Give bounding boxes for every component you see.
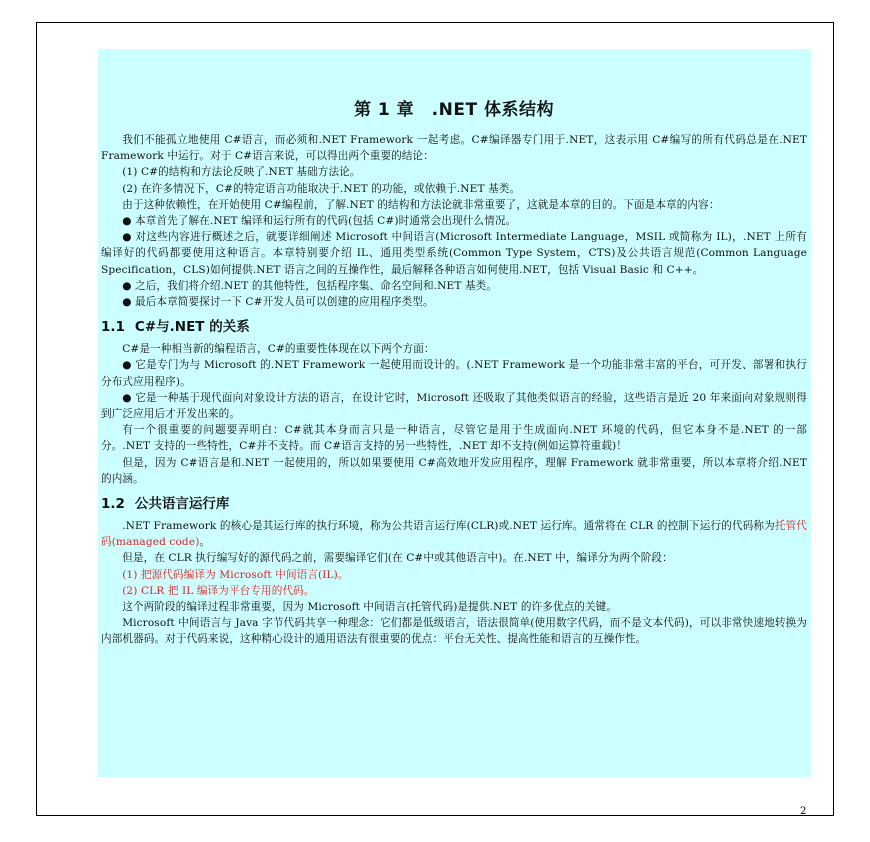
section-number: 1.1 (101, 319, 125, 336)
body-paragraph: Microsoft 中间语言与 Java 字节代码共享一种理念：它们都是低级语言，语法很简单(使用数字代码，而不是文本代码)，可以非常快速地转换为内部机器码。对于代码来说，这种精心设计的通用语法有很重要的优点：平台无关性、提高性能和语言的互操作性。 (101, 617, 807, 646)
highlighted-term: 托管代码(managed code) (101, 520, 807, 549)
section-heading (101, 315, 807, 335)
intro-paragraph: (1) C#的结构和方法论反映了.NET 基础方法论。 (122, 166, 361, 179)
section-title: C#与.NET 的关系 (134, 319, 250, 336)
highlighted-content (98, 49, 811, 777)
section-title: 公共语言运行库 (134, 496, 230, 513)
section-number: 1.2 (101, 496, 125, 513)
bullet-item: ● 之后，我们将介绍.NET 的其他特性，包括程序集、命名空间和.NET 基类。 (122, 279, 498, 292)
intro-paragraph: (2) 在许多情况下，C#的特定语言功能取决于.NET 的功能，或依赖于.NET 基类。 (122, 182, 521, 195)
section-heading (101, 492, 807, 512)
intro-paragraph: 我们不能孤立地使用 C#语言，而必须和.NET Framework 一起考虑。C#编译器专门用于.NET，这表示用 C#编写的所有代码总是在.NET Framework 中运行。对于 C#语言来说，可以得出两个重要的结论： (101, 134, 807, 163)
bullet-item: ● 它是一种基于现代面向对象设计方法的语言，在设计它时，Microsoft 还吸取了其他类似语言的经验，这些语言是近 20 年来面向对象规则得到广泛应用后才开发出来的。 (101, 391, 807, 421)
body-paragraph: C#是一种相当新的编程语言，C#的重要性体现在以下两个方面： (122, 343, 435, 356)
body-paragraph: 这个两阶段的编译过程非常重要，因为 Microsoft 中间语言(托管代码)是提供.NET 的许多优点的关键。 (122, 601, 618, 614)
text-run: .NET Framework 的核心是其运行库的执行环境，称为公共语言运行库(CLR)或.NET 运行库。通常将在 CLR 的控制下运行的代码称为 (122, 520, 775, 533)
intro-paragraph: 由于这种依赖性，在开始使用 C#编程前，了解.NET 的结构和方法论就非常重要了，这就是本章的目的。下面是本章的内容： (122, 198, 720, 211)
body-paragraph (101, 518, 807, 550)
chapter-title: 第 1 章 .NET 体系结构 (354, 100, 554, 120)
list-item-red: (2) CLR 把 IL 编译为平台专用的代码。 (122, 584, 315, 597)
list-item-red: (1) 把源代码编译为 Microsoft 中间语言(IL)。 (122, 568, 349, 581)
document-page (36, 22, 834, 816)
bullet-item: ● 它是专门为与 Microsoft 的.NET Framework 一起使用而设计的。(.NET Framework 是一个功能非常丰富的平台，可开发、部署和执行分布式应用程序)。 (101, 359, 807, 388)
body-paragraph: 但是，因为 C#语言是和.NET 一起使用的，所以如果要使用 C#高效地开发应用程序，理解 Framework 就非常重要，所以本章将介绍.NET 的内涵。 (101, 456, 807, 485)
page-number: 2 (800, 806, 807, 817)
bullet-item: ● 最后本章简要探讨一下 C#开发人员可以创建的应用程序类型。 (122, 296, 434, 309)
bullet-item: ● 本章首先了解在.NET 编译和运行所有的代码(包括 C#)时通常会出现什么情况。 (122, 215, 517, 228)
body-paragraph: 有一个很重要的问题要弄明白：C#就其本身而言只是一种语言，尽管它是用于生成面向.NET 环境的代码，但它本身不是.NET 的一部分。.NET 支持的一些特性，C#并不支持。而 C#语言支持的另一些特性，.NET 却不支持(例如运算符重载)！ (101, 424, 807, 453)
text-run: 。 (199, 536, 211, 549)
bullet-item: ● 对这些内容进行概述之后，就要详细阐述 Microsoft 中间语言(Microsoft Intermediate Language，MSIL 或简称为 IL)，.NET 上所有编译好的代码都要使用这种语言。本章特别要介绍 IL、通用类型系统(Common Type System，CTS)及公共语言规范(Common Language Specification，CLS)如何提供.NET 语言之间的互操作性，最后解释各种语言如何使用.NET，包括 Visual Basic 和 C++。 (101, 231, 807, 276)
body-paragraph: 但是，在 CLR 执行编写好的源代码之前，需要编译它们(在 C#中或其他语言中)。在.NET 中，编译分为两个阶段： (122, 552, 673, 565)
